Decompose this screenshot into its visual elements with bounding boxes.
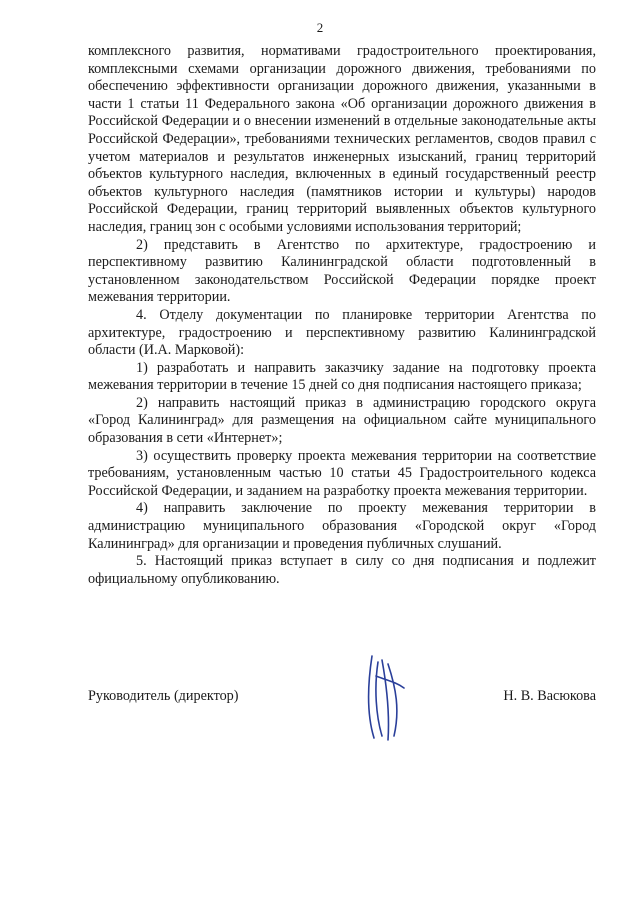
paragraph-item: 1) разработать и направить заказчику задание на подготовку проекта межевания территории в течение 15 дней со дня подписания настоящего приказа; (88, 359, 596, 394)
paragraph-continuation: комплексного развития, нормативами градостроительного проектирования, комплексными схемами организации дорожного движения, требованиями по обеспечению эффективности организации дорожного движения, указанными в части 1 статьи 11 Федерального закона «Об организации дорожного движения в Российской Федерации и о внесении изменений в отдельные законодательные акты Российской Федерации», требованиями технических регламентов, сводов правил с учетом материалов и результатов инженерных изысканий, границ территорий объектов культурного наследия, включенных в единый государственный реестр объектов культурного наследия (памятников истории и культуры) народов Российской Федерации, границ территорий выявленных объектов культурного наследия, границ зон с особыми условиями использования территорий; (88, 43, 596, 235)
paragraph-item: 2) направить настоящий приказ в администрацию городского округа «Город Калининград» для размещения на официальном сайте муниципального образования в сети «Интернет»; (88, 394, 596, 447)
signer-name: Н. В. Васюкова (503, 688, 596, 704)
signer-title: Руководитель (директор) (88, 688, 239, 704)
handwritten-signature (362, 652, 410, 744)
paragraph-item: 3) осуществить проверку проекта межевания территории на соответствие требованиям, установленным частью 10 статьи 45 Градостроительного кодекса Российской Федерации, и заданием на разработку проекта межевания территории. (88, 447, 596, 499)
page-number: 2 (316, 20, 324, 35)
paragraph-item: 4) направить заключение по проекту межевания территории в администрацию муниципального образования «Городской округ «Город Калининград» для организации и проведения публичных слушаний. (88, 500, 596, 552)
document-body (88, 43, 596, 588)
paragraph-section-4: 4. Отделу документации по планировке территории Агентства по архитектуре, градостроению и перспективному развитию Калининградской области (И.А. Марковой): (88, 306, 596, 359)
paragraph-section-5: 5. Настоящий приказ вступает в силу со дня подписания и подлежит официальному опубликованию. (88, 553, 596, 587)
paragraph-item: 2) представить в Агентство по архитектуре, градостроению и перспективному развитию Калининградской области подготовленный в установленном законодательством Российской Федерации порядке проект межевания территории. (88, 236, 596, 306)
